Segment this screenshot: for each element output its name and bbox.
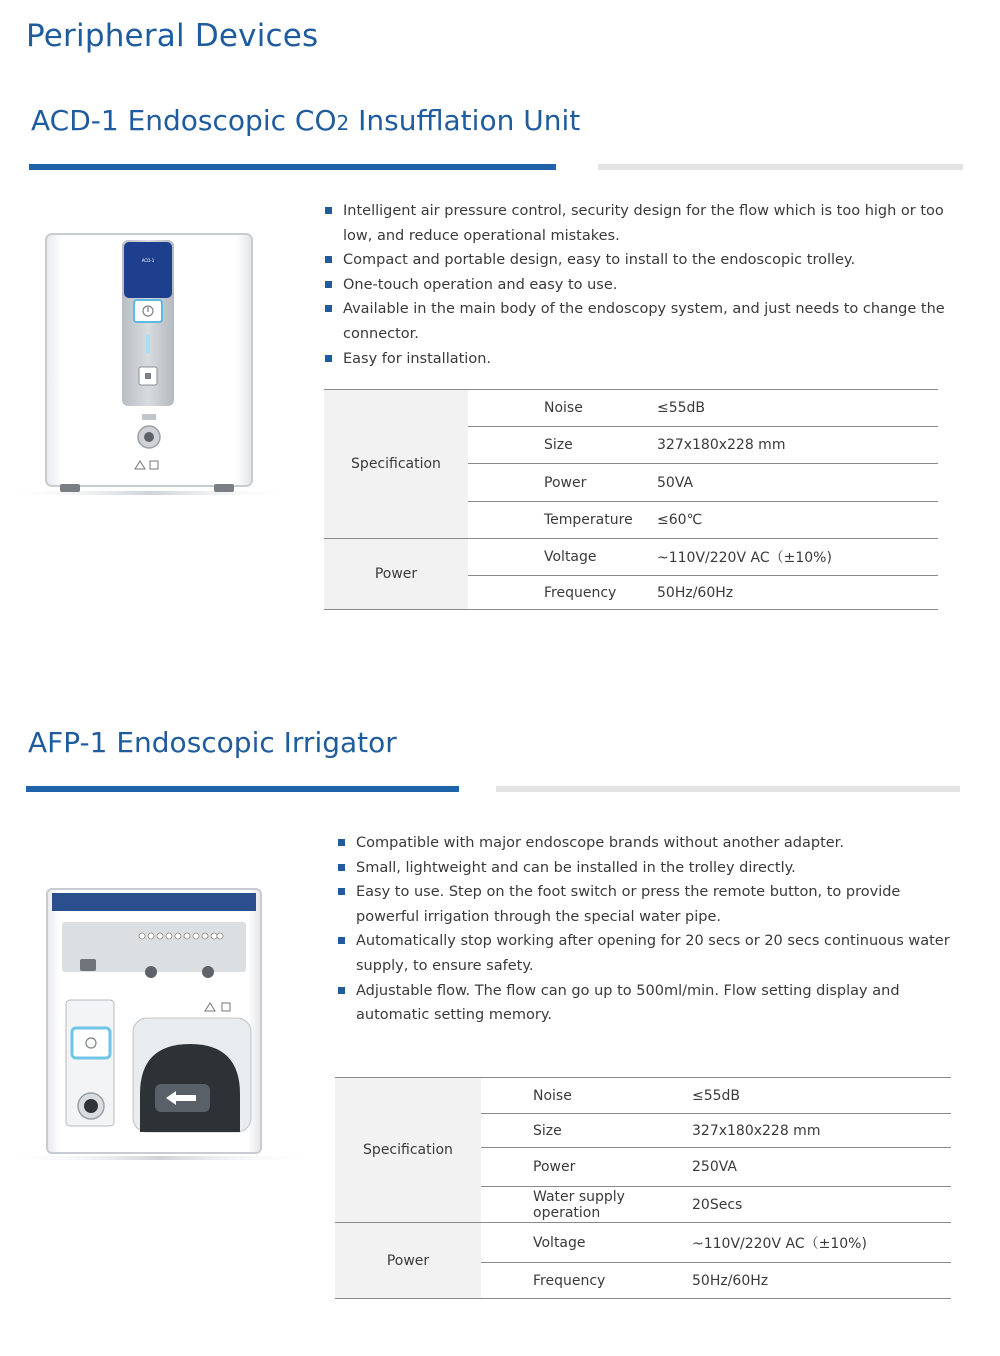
irrigator-image [0, 884, 320, 1184]
spec-value: ~110V/220V AC（±10%) [643, 539, 938, 576]
page-title: Peripheral Devices [26, 18, 319, 54]
spec-value: 20Secs [678, 1187, 951, 1223]
feature-item: Compatible with major endoscope brands without another adapter. [337, 831, 959, 856]
title-underline-grey [598, 164, 963, 170]
feature-item: Compact and portable design, easy to install to the endoscopic trolley. [324, 248, 974, 273]
spec-table [335, 1077, 951, 1299]
feature-item: One-touch operation and easy to use. [324, 273, 974, 298]
feature-list [324, 199, 974, 371]
feature-list [337, 831, 959, 1028]
spec-name: Frequency [533, 1272, 606, 1289]
spec-value: 50Hz/60Hz [657, 584, 734, 601]
feature-item: Adjustable flow. The flow can go up to 500ml/min. Flow setting display and automatic setting memory. [337, 979, 959, 1028]
insufflation-unit-image [0, 226, 300, 526]
spec-name: Noise [468, 390, 643, 427]
spec-name: Voltage [468, 539, 643, 576]
spec-row [335, 1078, 951, 1114]
title-underline-blue [26, 786, 459, 792]
spec-group-label: Power [324, 539, 468, 610]
spec-row [335, 1223, 951, 1263]
title-subscript: 2 [336, 111, 350, 135]
product-title: AFP-1 Endoscopic Irrigator [28, 726, 397, 759]
feature-item: Easy to use. Step on the foot switch or press the remote button, to provide powerful irrigation through the special water pipe. [337, 880, 959, 929]
title-underline-grey [496, 786, 960, 792]
spec-row [324, 539, 938, 576]
spec-name: Power [481, 1148, 678, 1187]
spec-value: 327x180x228 mm [643, 427, 938, 464]
spec-name: Frequency [544, 584, 617, 601]
title-underline-blue [29, 164, 556, 170]
device-model-label: ACD-1 [141, 258, 155, 263]
spec-name: Voltage [481, 1223, 678, 1263]
spec-group-label: Specification [324, 390, 468, 539]
product-title [31, 104, 580, 137]
spec-name: Size [481, 1114, 678, 1148]
spec-value: ≤55dB [643, 390, 938, 427]
spec-table [324, 389, 938, 610]
spec-group-label: Power [335, 1223, 481, 1299]
spec-value: 327x180x228 mm [678, 1114, 951, 1148]
spec-value: ≤60℃ [643, 502, 938, 539]
spec-value: ≤55dB [678, 1078, 951, 1114]
spec-name: Water supply operation [481, 1187, 678, 1223]
title-main: ACD-1 Endoscopic CO [31, 104, 337, 137]
spec-name: Power [468, 464, 643, 502]
spec-value: 50Hz/60Hz [692, 1272, 769, 1289]
title-rest: Insufflation Unit [349, 104, 581, 137]
feature-item: Small, lightweight and can be installed in the trolley directly. [337, 856, 959, 881]
spec-value: 250VA [678, 1148, 951, 1187]
spec-group-label: Specification [335, 1078, 481, 1223]
feature-item: Automatically stop working after opening for 20 secs or 20 secs continuous water supply, to ensure safety. [337, 929, 959, 978]
spec-value: ~110V/220V AC（±10%) [678, 1223, 951, 1263]
spec-value: 50VA [643, 464, 938, 502]
spec-name: Noise [481, 1078, 678, 1114]
feature-item: Easy for installation. [324, 347, 974, 372]
spec-row [324, 390, 938, 427]
spec-name: Size [468, 427, 643, 464]
spec-name: Temperature [468, 502, 643, 539]
feature-item: Available in the main body of the endoscopy system, and just needs to change the connector. [324, 297, 974, 346]
feature-item: Intelligent air pressure control, security design for the flow which is too high or too low, and reduce operational mistakes. [324, 199, 974, 248]
